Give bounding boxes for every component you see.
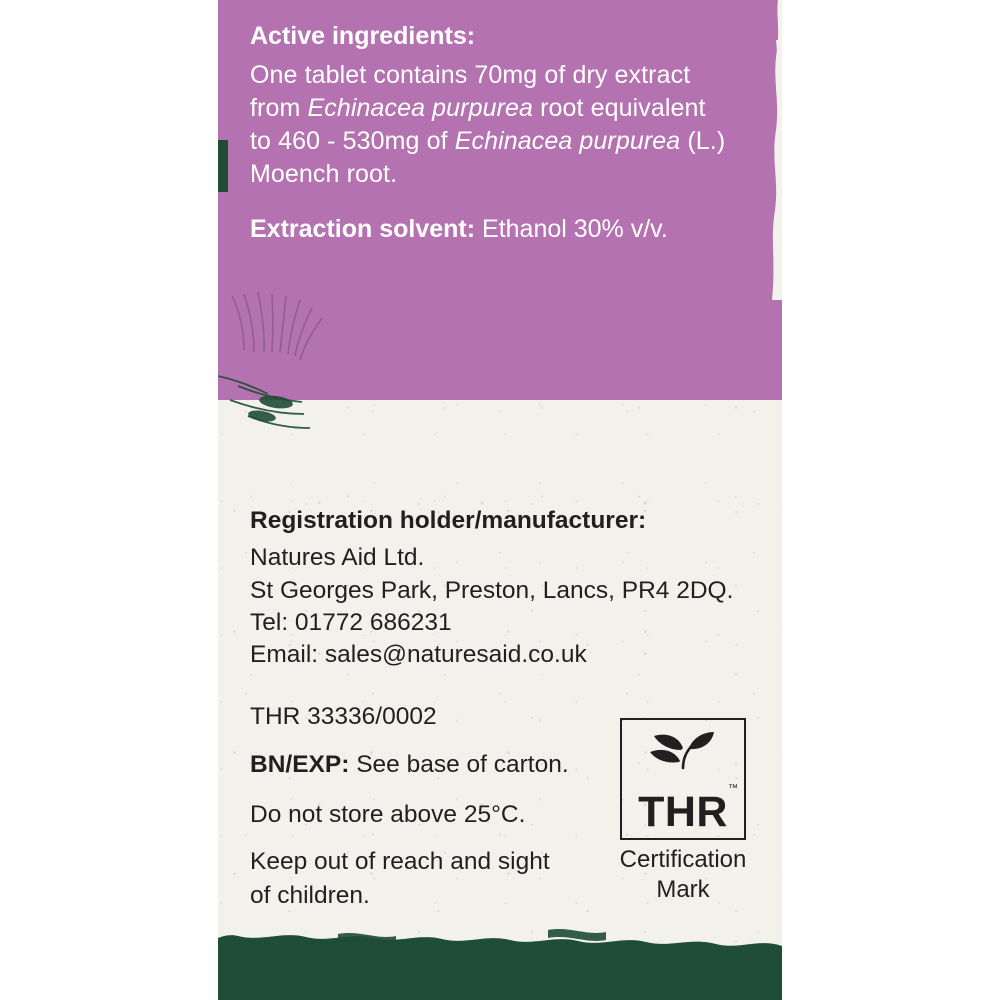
botanical-name-1: Echinacea purpurea — [307, 94, 534, 122]
purple-torn-edge — [218, 330, 782, 420]
thr-mark-caption — [616, 845, 750, 905]
keep-out-line-2: of children. — [250, 882, 370, 910]
line2-prefix: from — [250, 94, 308, 122]
batch-expiry-line — [250, 751, 569, 779]
carton-face — [218, 0, 782, 1000]
manufacturer-name: Natures Aid Ltd. — [250, 544, 425, 572]
line2-suffix: root equivalent — [533, 94, 706, 122]
green-footer-brush — [218, 916, 782, 1000]
thr-caption-line-1: Certification — [619, 846, 747, 873]
thr-letters: THR — [638, 788, 728, 836]
batch-expiry-value: See base of carton. — [356, 751, 569, 778]
active-ingredients-body — [250, 59, 746, 191]
keep-out-line-1: Keep out of reach and sight — [250, 848, 550, 875]
thr-mark-box — [620, 718, 746, 840]
thr-caption-line-2: Mark — [656, 876, 710, 903]
botanical-name-2: Echinacea purpurea — [454, 127, 681, 155]
purple-edge-texture-right — [742, 0, 782, 300]
line3-suffix: (L.) — [680, 127, 726, 155]
extraction-solvent-label: Extraction solvent: — [250, 215, 476, 243]
manufacturer-telephone: Tel: 01772 686231 — [250, 608, 452, 636]
storage-instruction: Do not store above 25°C. — [250, 801, 526, 828]
thr-certification-mark — [616, 718, 750, 905]
active-ingredients-line-3 — [250, 125, 746, 158]
manufacturer-email: Email: sales@naturesaid.co.uk — [250, 641, 587, 669]
green-accent-mark — [218, 140, 228, 192]
leaf-icon — [622, 728, 744, 772]
keep-out-of-reach-warning — [250, 845, 580, 914]
active-ingredients-line-2 — [250, 92, 746, 125]
batch-expiry-label: BN/EXP: — [250, 751, 350, 778]
extraction-solvent-line — [250, 213, 746, 246]
active-ingredients-heading: Active ingredients: — [250, 22, 476, 50]
active-ingredients-section — [250, 20, 746, 246]
trademark-symbol: ™ — [728, 783, 738, 794]
thr-registration-number: THR 33336/0002 — [250, 703, 437, 730]
manufacturer-section — [250, 505, 750, 672]
line3-prefix: to 460 - 530mg of — [250, 127, 455, 155]
extraction-solvent-value: Ethanol 30% v/v. — [482, 215, 668, 243]
manufacturer-address: St Georges Park, Preston, Lancs, PR4 2DQ. — [250, 576, 734, 604]
manufacturer-heading: Registration holder/manufacturer: — [250, 507, 647, 534]
active-ingredients-line-1: One tablet contains 70mg of dry extract — [250, 61, 691, 89]
active-ingredients-line-4: Moench root. — [250, 160, 398, 188]
